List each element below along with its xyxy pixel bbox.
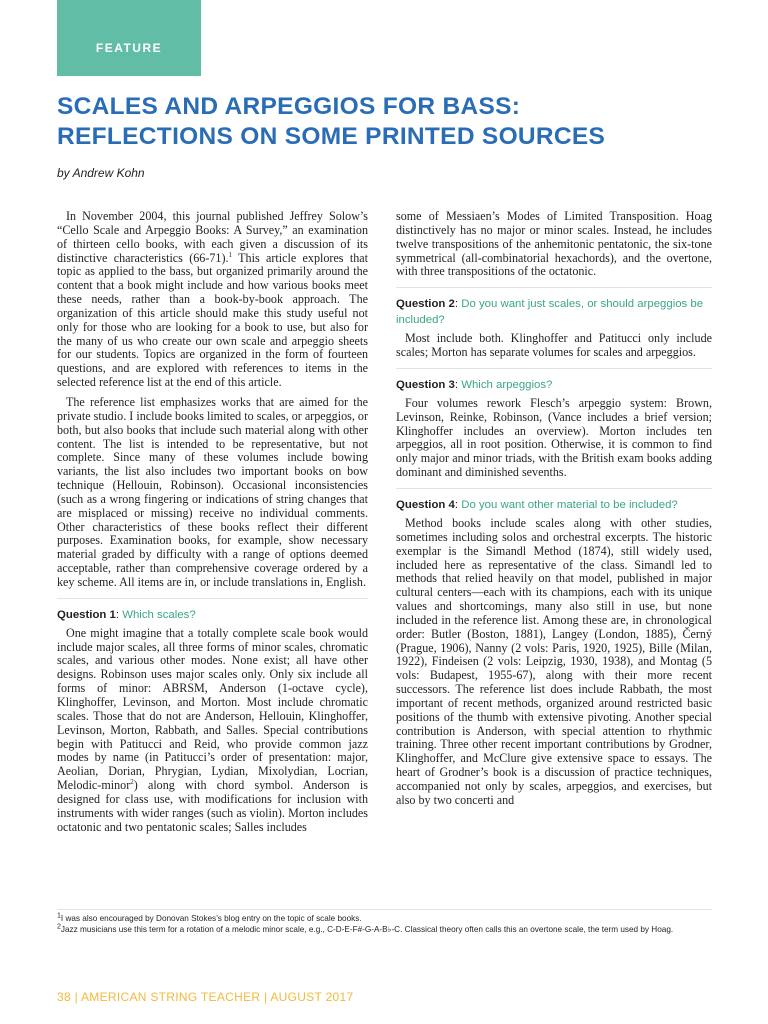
paragraph-which-arpeggios: Four volumes rework Flesch’s arpeggio system: Brown, Levinson, Reinke, Robinson, (Vance includes a brief version; Klinghoffer includes an overview). Morton includes ten arpeggios, all in root position. Otherwise, it is common to find only major and minor triads, with the British exam books adding dominant and diminished sevenths.: [396, 395, 712, 480]
divider: [396, 368, 712, 369]
question-3-heading: [396, 377, 712, 393]
section-tab-label: FEATURE: [95, 41, 163, 55]
divider: [396, 287, 712, 288]
question-2-separator: :: [454, 298, 462, 311]
divider: [396, 488, 712, 489]
byline: by Andrew Kohn: [57, 166, 145, 180]
footnote-1-marker: 1: [57, 912, 61, 920]
question-3-text: Which arpeggios?: [461, 378, 553, 391]
divider: [57, 598, 368, 599]
paragraph-scales-arpeggios: Most include both. Klinghoffer and Patitucci only include scales; Morton has separate volumes for scales and arpeggios.: [396, 331, 712, 360]
footnote-2-marker: 2: [57, 923, 61, 931]
question-4-separator: :: [454, 498, 462, 511]
question-1-label: Question 1: [57, 608, 116, 621]
paragraph-which-scales-part-b: ) along with chord symbol. Anderson is designed for class use, with modifications for inclusion with instruments with wider ranges (such as violin). Morton includes octatonic and two pentatonic scales; Salles includes: [57, 778, 368, 834]
footnote-2-text: Jazz musicians use this term for a rotation of a melodic minor scale, e.g., C-D-E-F#-G-A-B♭-C. Classical theory often calls this an overtone scale, the term used by Hoag.: [60, 925, 674, 934]
article-title-line-1: SCALES AND ARPEGGIOS FOR BASS:: [57, 93, 521, 120]
right-column: [396, 210, 712, 814]
paragraph-intro-part-a: In November 2004, this journal published Jeffrey Solow’s “Cello Scale and Arpeggio Books: A Survey,” an examination of thirteen cello books, with each given a discussion of its distinctive characteristics (66-71).: [57, 209, 368, 265]
left-column: [57, 210, 368, 840]
question-1-text: Which scales?: [122, 608, 196, 621]
question-1-separator: :: [115, 608, 123, 621]
question-2-label: Question 2: [396, 298, 455, 311]
question-4-label: Question 4: [396, 498, 455, 511]
article-title: [57, 92, 737, 152]
question-2-heading: [396, 296, 712, 328]
footnote-2: [57, 924, 712, 935]
footnote-1-text: I was also encouraged by Donovan Stokes’s blog entry on the topic of scale books.: [60, 914, 362, 923]
page-footer: 38 | AMERICAN STRING TEACHER | AUGUST 2017: [57, 990, 354, 1004]
article-title-line-2: REFLECTIONS ON SOME PRINTED SOURCES: [57, 123, 606, 150]
question-3-label: Question 3: [396, 378, 455, 391]
footnote-ref-1: 1: [228, 250, 233, 259]
paragraph-which-scales: [57, 627, 368, 835]
paragraph-intro-part-b: This article explores that topic as applied to the bass, but organized primarily around the content that a book might include and how various books meet these needs, rather than a book-by-book approach. The organization of this article should make this study useful not only for those who are looking for a book to use, but also for the many of us who create our own scale and arpeggio sheets for our students. Topics are organized in the form of fourteen questions, and are explored with references to items in the selected reference list at the end of this article.: [57, 250, 368, 390]
question-1-heading: [57, 607, 368, 623]
question-4-text: Do you want other material to be included?: [461, 498, 678, 511]
paragraph-intro: [57, 210, 368, 390]
footnote-ref-2: 2: [130, 778, 134, 787]
paragraph-messiaen: some of Messiaen’s Modes of Limited Transposition. Hoag distinctively has no major or minor scales. Instead, he includes twelve transpositions of the anhemitonic pentatonic, the six-tone symmetrical (all-combinatorial hexachords), and the overtone, with three transpositions of the octatonic.: [396, 209, 712, 279]
question-2-text: Do you want just scales, or should arpeggios be included?: [396, 298, 704, 327]
paragraph-other-material: Method books include scales along with other studies, sometimes including solos and orchestral excerpts. The historic exemplar is the Simandl Method (1874), still widely used, included here as representative of the class. Simandl led to methods that relied heavily on that model, published in major cultural centers—each with its champions, each with its unique values and shortcomings, many also still in use, but none included in the reference list. Among these are, in chronological order: Butler (Boston, 1881), Langey (London, 1885), Černý (Prague, 1906), Nanny (2 vols: Paris, 1920, 1925), Bille (Milan, 1922), Findeisen (2 vols: Leipzig, 1930, 1938), and Montag (5 vols: Budapest, 1955-67), along with their more recent successors. The reference list does include Rabbath, the most important of recent methods, organized around restricted basic positions of the thumb with extensive pivoting. Another special contribution is Anderson, with special attention to rhythmic training. Three other recent important contributions by Grodner, Klinghoffer, and McClure give extensive space to essays. The heart of Grodner’s book is a discussion of practice techniques, accompanied not only by scales, arpeggios, and exercises, but also by two concerti and: [396, 515, 712, 807]
question-3-separator: :: [454, 378, 462, 391]
paragraph-which-scales-part-a: One might imagine that a totally complete scale book would include major scales, all three forms of minor scales, chromatic scales, and various other modes. None exist; all have other designs. Robinson uses major scales only. Only six include all forms of minor: ABRSM, Anderson (1-octave cycle), Klinghoffer, Levinson, and Morton. Most include chromatic scales. Those that do not are Anderson, Hellouin, Klinghoffer, Levinson, Morton, Rabbath, and Salles. Special contributions begin with Patitucci and Reid, who provide common jazz modes by name (in Patitucci’s order of presentation: major, Aeolian, Dorian, Phrygian, Lydian, Mixolydian, Locrian, Melodic-minor: [57, 625, 368, 793]
question-4-heading: [396, 497, 712, 513]
footnotes: [57, 909, 712, 935]
section-tab: [57, 0, 201, 76]
paragraph-reference-list: The reference list emphasizes works that are aimed for the private studio. I include books limited to scales, or arpeggios, or both, but also books that include such material along with other content. The list is intended to be representative, but not complete. Since many of these volumes include bowing variants, the list also includes two important books on bow technique (Hellouin, Robinson). Occasional inconsistencies (such as a wrong fingering or indications of string changes that are misplaced or missing) receive no individual comments. Other characteristics of these books reflect their different purposes. Examination books, for example, show necessary material graded by difficulty with a range of options deemed acceptable, rather than comprehensive coverage ordered by a key scheme. All items are in, or include translations in, English.: [57, 394, 368, 589]
footnote-1: [57, 913, 712, 924]
